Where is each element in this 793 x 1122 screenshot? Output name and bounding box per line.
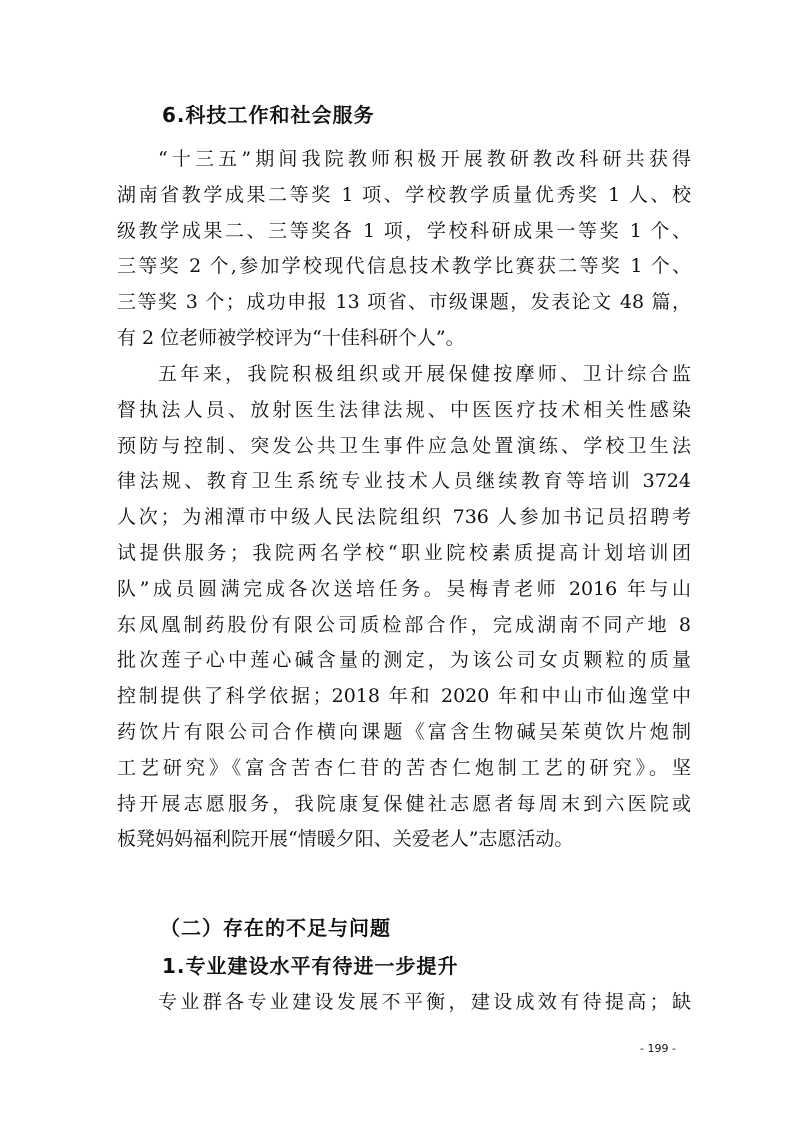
text-line: 督执法人员、放射医生法律法规、中医医疗技术相关性感染 — [117, 398, 691, 421]
text-line: 预防与控制、突发公共卫生事件应急处置演练、学校卫生法 — [117, 434, 691, 457]
text-line: 湖南省教学成果二等奖 1 项、学校教学质量优秀奖 1 人、校 — [117, 183, 691, 206]
subsubsection-heading: 1.专业建设水平有待进一步提升 — [162, 954, 459, 978]
text-line: 专业群各专业建设发展不平衡，建设成效有待提高；缺 — [158, 991, 691, 1013]
paragraph-research-awards — [117, 142, 691, 357]
text-line: 队”成员圆满完成各次送培任务。吴梅青老师 2016 年与山 — [117, 577, 691, 600]
text-line: 控制提供了科学依据；2018 年和 2020 年和中山市仙逸堂中 — [117, 685, 691, 708]
text-line: 批次莲子心中莲心碱含量的测定，为该公司女贞颗粒的质量 — [117, 649, 691, 672]
text-line: 东凤凰制药股份有限公司质检部合作，完成湖南不同产地 8 — [117, 613, 691, 636]
paragraph-shortcomings — [117, 985, 691, 1021]
text-line: 律法规、教育卫生系统专业技术人员继续教育等培训 3724 — [117, 470, 691, 493]
text-line: 药饮片有限公司合作横向课题《富含生物碱吴茱萸饮片炮制 — [117, 720, 691, 743]
text-line: 五年来，我院积极组织或开展保健按摩师、卫计综合监 — [158, 363, 691, 385]
text-line: 有 2 位老师被学校评为“十佳科研个人”。 — [117, 326, 465, 349]
page-number: - 199 - — [640, 1042, 676, 1055]
text-line: 板凳妈妈福利院开展“情暖夕阳、关爱老人”志愿活动。 — [117, 828, 574, 851]
text-line: 持开展志愿服务，我院康复保健社志愿者每周末到六医院或 — [117, 792, 691, 815]
text-line: 三等奖 3 个；成功申报 13 项省、市级课题，发表论文 48 篇， — [117, 291, 691, 314]
section-heading: 6.科技工作和社会服务 — [162, 103, 375, 127]
text-line: 级教学成果二、三等奖各 1 项，学校科研成果一等奖 1 个、 — [117, 219, 691, 242]
text-line: “十三五”期间我院教师积极开展教研教改科研共获得 — [158, 148, 691, 170]
text-line: 三等奖 2 个,参加学校现代信息技术教学比赛获二等奖 1 个、 — [117, 255, 691, 278]
text-line: 工艺研究》《富含苦杏仁苷的苦杏仁炮制工艺的研究》。坚 — [117, 756, 691, 779]
paragraph-social-services — [117, 357, 691, 858]
text-line: 试提供服务；我院两名学校“职业院校素质提高计划培训团 — [117, 541, 691, 564]
text-line: 人次；为湘潭市中级人民法院组织 736 人参加书记员招聘考 — [117, 506, 691, 529]
subsection-heading: （二）存在的不足与问题 — [160, 916, 391, 940]
